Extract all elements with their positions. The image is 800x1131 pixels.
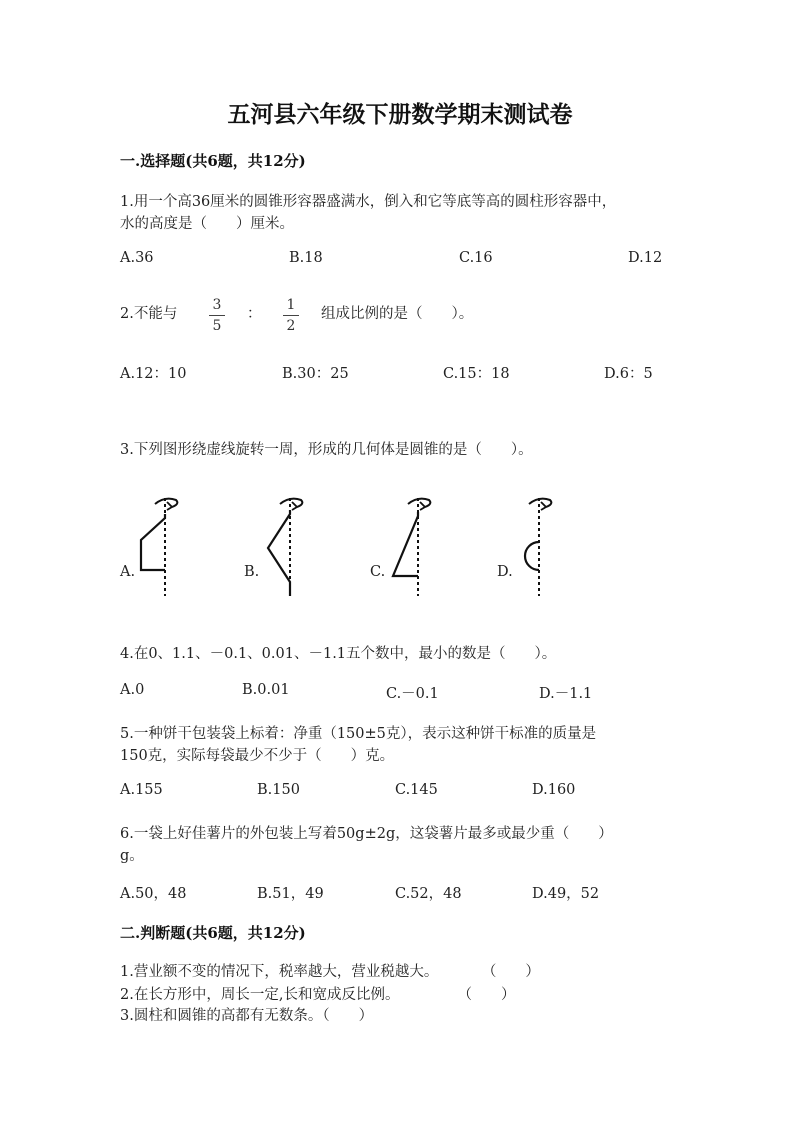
- question-6-line-2: g。: [120, 848, 144, 864]
- question-6-option-b: B.51，49: [257, 886, 324, 902]
- figure-c-outline: [393, 512, 418, 576]
- figure-a-outline: [141, 514, 165, 570]
- question-6-option-c: C.52，48: [395, 886, 462, 902]
- question-4-option-b: B.0.01: [242, 682, 290, 698]
- judgement-item-2: 2.在长方形中，周长一定,长和宽成反比例。 （ ）: [120, 987, 516, 1003]
- figure-label-c: C.: [370, 564, 386, 580]
- rotation-arrow-icon: [155, 499, 177, 507]
- question-2-prefix: 2.不能与: [120, 306, 178, 322]
- question-5-option-d: D.160: [532, 782, 576, 798]
- figure-label-a: A.: [120, 564, 136, 580]
- page-title: 五河县六年级下册数学期末测试卷: [227, 101, 573, 128]
- question-1-option-a: A.36: [120, 250, 154, 266]
- question-5-line-2: 150克，实际每袋最少不少于（ ）克。: [120, 748, 395, 764]
- figure-d-semicircle: [525, 542, 539, 570]
- question-4-option-c: C.－0.1: [386, 686, 439, 702]
- judgement-item-3: 3.圆柱和圆锥的高都有无数条。（ ）: [120, 1008, 374, 1024]
- arrow-head-icon: [541, 502, 546, 510]
- question-4-option-d: D.－1.1: [539, 686, 593, 702]
- question-5-option-a: A.155: [120, 782, 163, 798]
- question-3-text: 3.下列图形绕虚线旋转一周，形成的几何体是圆锥的是（ ）。: [120, 442, 533, 458]
- question-1-line-1: 1.用一个高36厘米的圆锥形容器盛满水，倒入和它等底等高的圆柱形容器中，: [120, 194, 617, 210]
- figure-b-outline: [268, 510, 290, 596]
- question-2-option-d: D.6：5: [604, 366, 653, 382]
- question-1-option-d: D.12: [628, 250, 663, 266]
- fraction-bar: [209, 315, 225, 316]
- question-5-line-1: 5.一种饼干包装袋上标着：净重（150±5克），表示这种饼干标准的质量是: [120, 726, 597, 742]
- judgement-item-1: 1.营业额不变的情况下，税率越大，营业税越大。 （ ）: [120, 964, 540, 980]
- fraction-numerator: 1: [286, 297, 296, 313]
- rotation-arrow-icon: [529, 499, 551, 507]
- question-6-option-d: D.49，52: [532, 886, 600, 902]
- fraction-numerator: 3: [212, 297, 222, 313]
- question-1-line-2: 水的高度是（ ）厘米。: [120, 216, 294, 232]
- question-2-option-a: A.12：10: [120, 366, 187, 382]
- question-4-text: 4.在0、1.1、－0.1、0.01、－1.1五个数中，最小的数是（ ）。: [120, 646, 557, 662]
- figure-label-b: B.: [244, 564, 260, 580]
- section-heading-judgement: 二.判断题(共6题，共12分): [120, 924, 306, 942]
- arrow-head-icon: [420, 502, 425, 510]
- question-5-option-c: C.145: [395, 782, 438, 798]
- fraction-denominator: 2: [286, 318, 296, 334]
- question-4-option-a: A.0: [120, 682, 145, 698]
- question-2-option-b: B.30：25: [282, 366, 349, 382]
- fraction-bar: [283, 315, 299, 316]
- figure-label-d: D.: [497, 564, 513, 580]
- question-1-option-c: C.16: [459, 250, 493, 266]
- question-5-option-b: B.150: [257, 782, 300, 798]
- question-6-option-a: A.50，48: [120, 886, 187, 902]
- rotation-arrow-icon: [280, 499, 302, 507]
- figure-b: [262, 490, 312, 600]
- arrow-head-icon: [292, 502, 297, 510]
- ratio-colon: ：: [247, 306, 262, 322]
- question-2-option-c: C.15：18: [443, 366, 510, 382]
- fraction-denominator: 5: [212, 318, 222, 334]
- figure-a: [136, 490, 186, 600]
- rotation-arrow-icon: [408, 499, 430, 507]
- question-2-suffix: 组成比例的是（ ）。: [321, 306, 474, 322]
- question-1-option-b: B.18: [289, 250, 323, 266]
- question-6-line-1: 6.一袋上好佳薯片的外包装上写着50g±2g，这袋薯片最多或最少重（ ）: [120, 826, 613, 842]
- section-heading-choice: 一.选择题(共6题，共12分): [120, 152, 306, 170]
- arrow-head-icon: [167, 502, 172, 510]
- figure-c: [388, 490, 438, 600]
- fraction-one-half: [280, 296, 302, 335]
- figure-d: [514, 490, 564, 600]
- fraction-three-fifths: [206, 296, 228, 335]
